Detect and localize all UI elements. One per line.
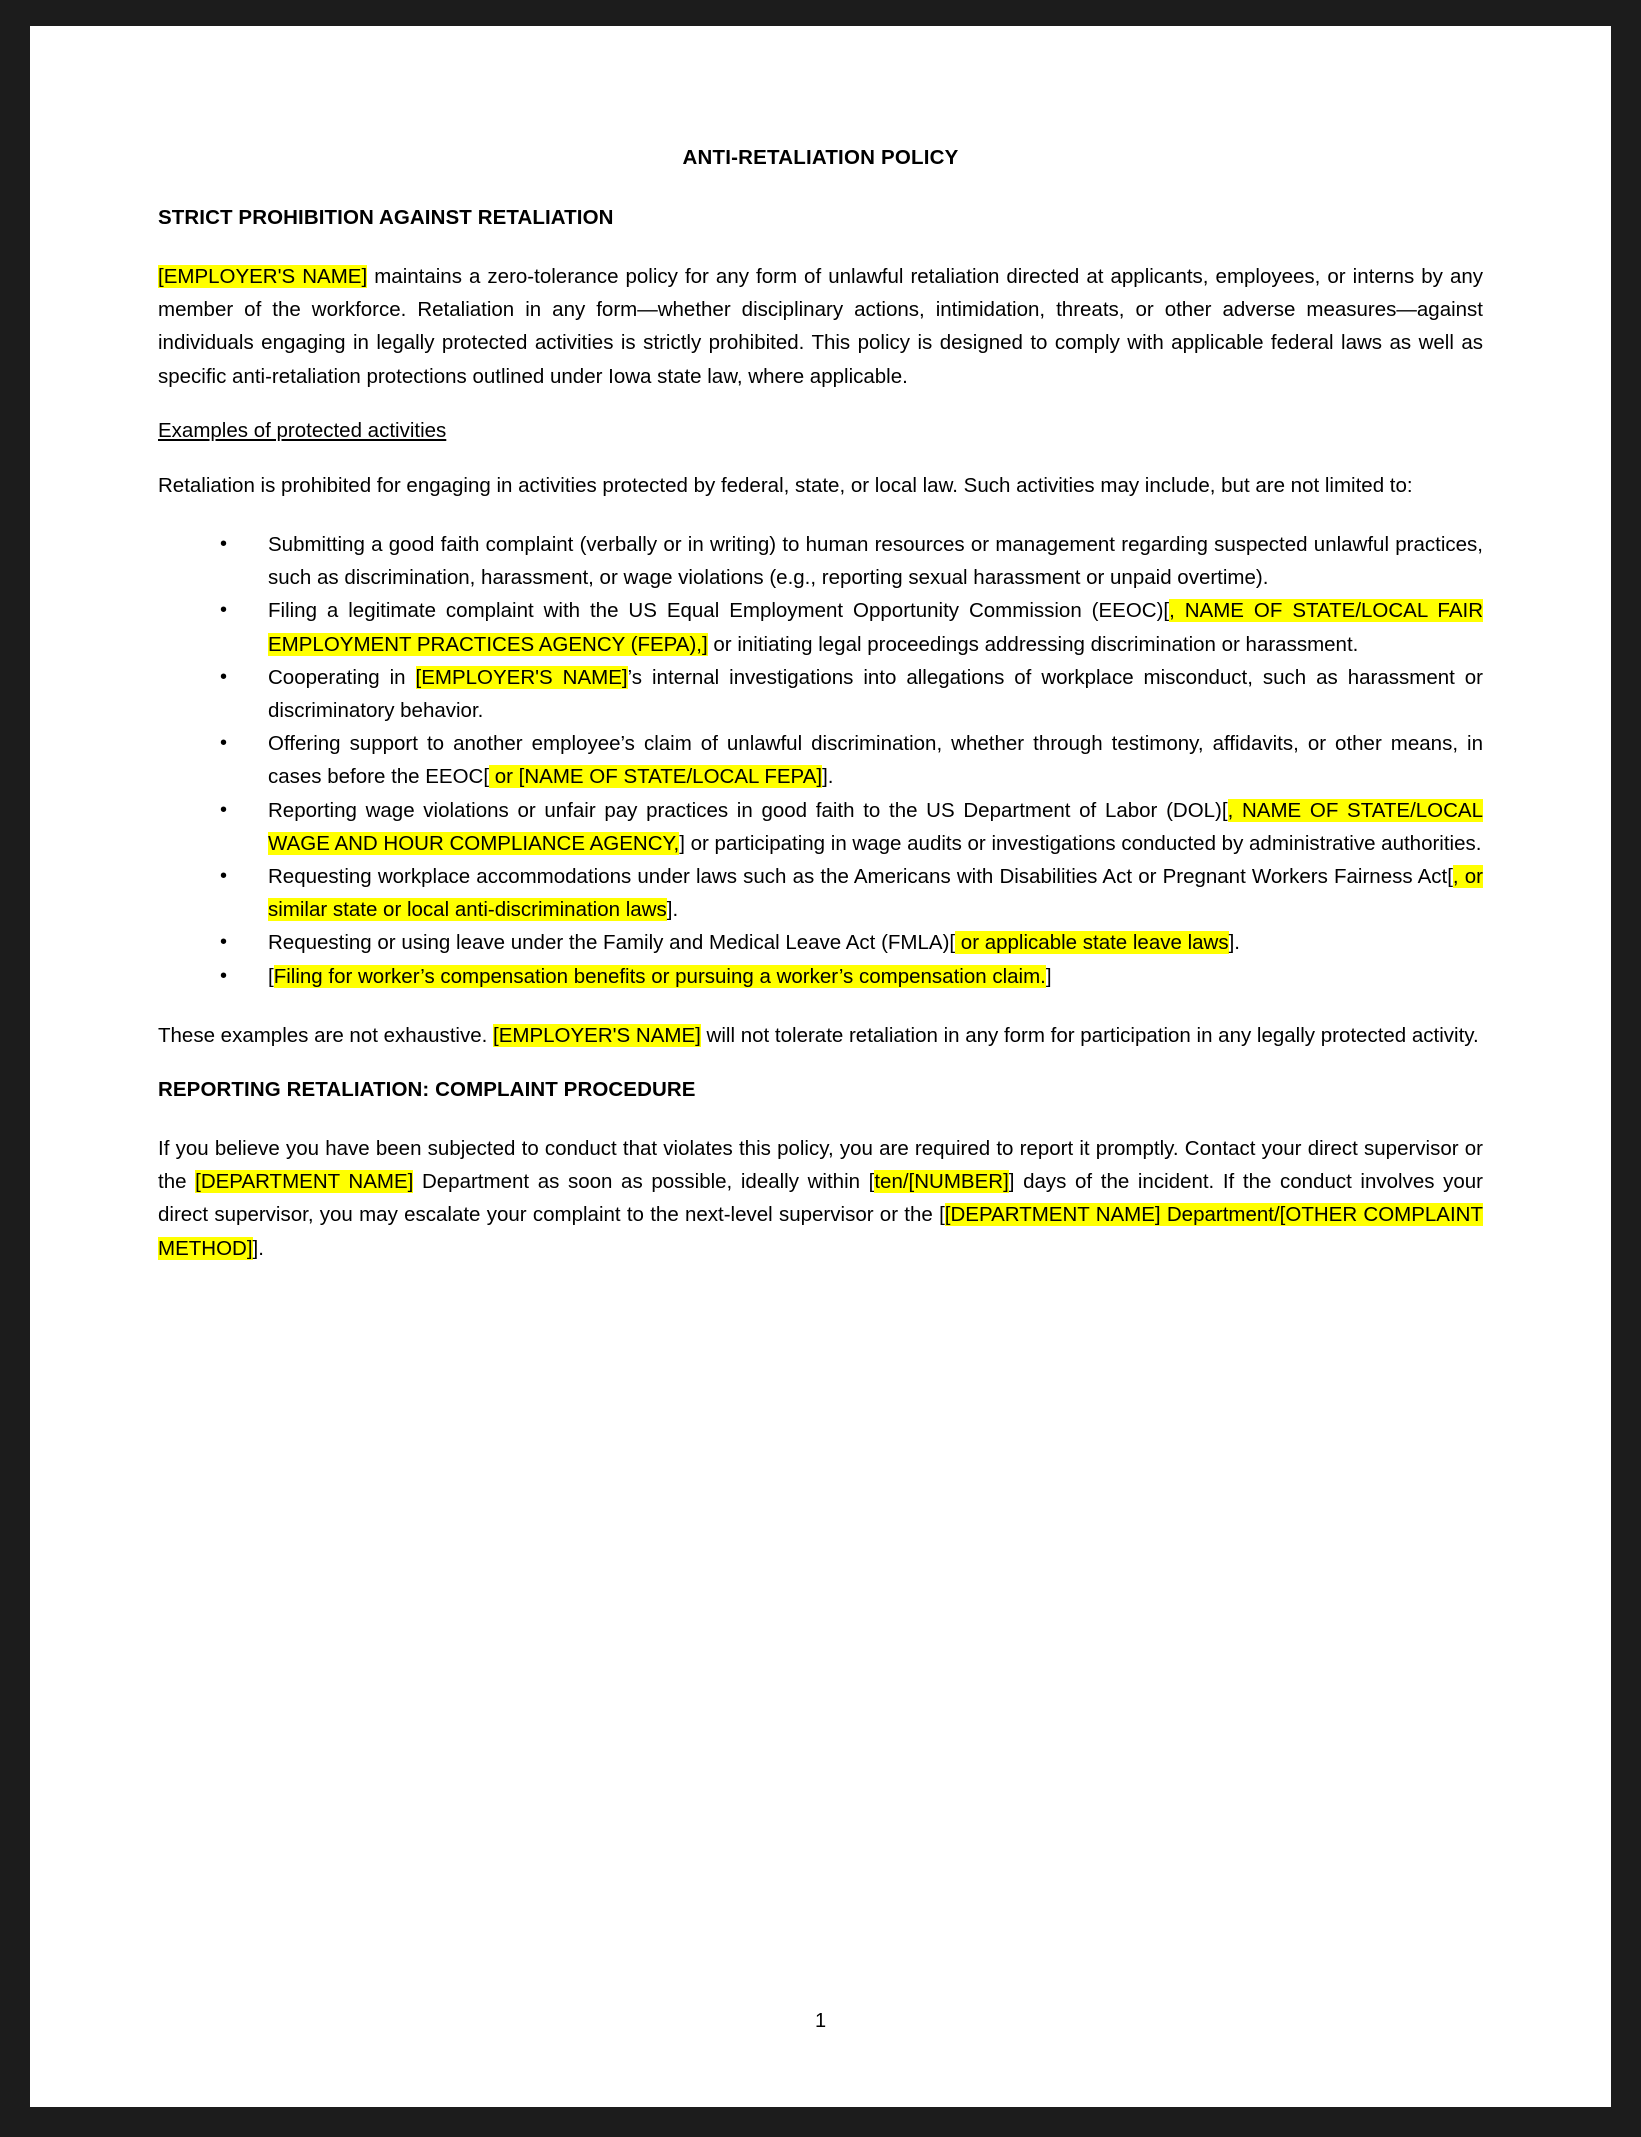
list-item-text-post: ]. bbox=[822, 765, 834, 789]
list-item-text: Requesting or using leave under the Family and Medical Leave Act (FMLA)[ bbox=[268, 931, 956, 955]
paragraph-reporting-part2: Department as soon as possible, ideally within [ bbox=[413, 1170, 875, 1194]
paragraph-closing bbox=[158, 1019, 1483, 1052]
placeholder-department-name: [DEPARTMENT NAME] bbox=[195, 1170, 414, 1194]
list-item-text-post: or initiating legal proceedings addressing discrimination or harassment. bbox=[707, 632, 1359, 656]
list-item-text-post: ]. bbox=[1228, 931, 1241, 955]
list-item bbox=[158, 594, 1483, 660]
list-item bbox=[158, 860, 1483, 926]
paragraph-closing-post: will not tolerate retaliation in any form for participation in any legally protected activity. bbox=[700, 1023, 1479, 1047]
list-item-highlight: , NAME OF STATE/LOCAL WAGE AND HOUR COMPLIANCE AGENCY, bbox=[268, 798, 1483, 855]
page-number: 1 bbox=[814, 2010, 827, 2032]
list-item-text: Cooperating in bbox=[268, 665, 416, 689]
list-item-highlight: , NAME OF STATE/LOCAL FAIR EMPLOYMENT PRACTICES AGENCY (FEPA),] bbox=[268, 599, 1483, 656]
document-page bbox=[30, 26, 1611, 2107]
list-item-text: Submitting a good faith complaint (verbally or in writing) to human resources or management regarding suspected unlawful practices, such as discrimination, harassment, or wage violations (e.g., reporting sexual harassment or unpaid overtime). bbox=[268, 533, 1483, 590]
list-item-text-post: ] or participating in wage audits or investigations conducted by administrative authorities. bbox=[679, 831, 1482, 855]
list-item bbox=[158, 727, 1483, 793]
list-item-text: Reporting wage violations or unfair pay practices in good faith to the US Department of Labor (DOL)[ bbox=[268, 798, 1228, 822]
paragraph-reporting bbox=[158, 1132, 1483, 1265]
list-item-text-post: ’s internal investigations into allegations of workplace misconduct, such as harassment or discriminatory behavior. bbox=[268, 665, 1483, 723]
list-item-highlight: [EMPLOYER'S NAME] bbox=[415, 665, 628, 689]
list-item bbox=[158, 661, 1483, 727]
placeholder-employer-name: [EMPLOYER'S NAME] bbox=[158, 265, 368, 288]
list-item bbox=[158, 794, 1483, 860]
list-item bbox=[158, 926, 1483, 959]
paragraph-prohibition-text: maintains a zero-tolerance policy for any form of unlawful retaliation directed at applicants, employees, or interns by any member of the workforce. Retaliation in any form—whether disciplinary actions, intimidation, threats, or other adverse measures—against individuals engaging in legally protected activities is strictly prohibited. This policy is designed to comply with applicable federal laws as well as specific anti-retaliation protections outlined under Iowa state law, where applicable. bbox=[158, 265, 1483, 388]
placeholder-employer-name: [EMPLOYER'S NAME] bbox=[493, 1023, 701, 1047]
placeholder-number-days: ten/[NUMBER] bbox=[874, 1170, 1009, 1194]
list-item-text-post: ]. bbox=[666, 898, 679, 922]
protected-activities-list bbox=[158, 528, 1483, 993]
list-item-text: Filing a legitimate complaint with the US Equal Employment Opportunity Commission (EEOC)[ bbox=[268, 599, 1170, 623]
paragraph-reporting-part3: ] days of the incident. If the conduct involves your direct supervisor, you may escalate your complaint to the next-level supervisor or the [ bbox=[158, 1170, 1483, 1227]
list-item-text-post: ] bbox=[1045, 964, 1052, 988]
page-title: ANTI-RETALIATION POLICY bbox=[682, 146, 959, 169]
subheading-protected-activities: Examples of protected activities bbox=[158, 418, 447, 442]
list-item-highlight: or applicable state leave laws bbox=[955, 931, 1229, 955]
list-item-text: Offering support to another employee’s claim of unlawful discrimination, whether through testimony, affidavits, or other means, in cases before the EEOC[ bbox=[268, 732, 1483, 789]
list-item-highlight: Filing for worker’s compensation benefits or pursuing a worker’s compensation claim. bbox=[273, 964, 1046, 988]
paragraph-closing-pre: These examples are not exhaustive. bbox=[158, 1023, 494, 1047]
list-item-text: Requesting workplace accommodations under laws such as the Americans with Disabilities Act or Pregnant Workers Fairness Act[ bbox=[268, 865, 1453, 889]
placeholder-other-complaint-method: [DEPARTMENT NAME] Department/[OTHER COMPLAINT METHOD] bbox=[158, 1203, 1483, 1260]
paragraph-reporting-part1: If you believe you have been subjected to conduct that violates this policy, you are required to report it promptly. Contact your direct supervisor or the bbox=[158, 1137, 1483, 1194]
list-item-highlight: or [NAME OF STATE/LOCAL FEPA] bbox=[489, 765, 823, 789]
paragraph-prohibition bbox=[158, 260, 1483, 393]
paragraph-reporting-part4: ]. bbox=[252, 1236, 264, 1260]
paragraph-protected-intro: Retaliation is prohibited for engaging in activities protected by federal, state, or local law. Such activities may include, but are not limited to: bbox=[158, 473, 1413, 497]
section-heading-reporting: REPORTING RETALIATION: COMPLAINT PROCEDURE bbox=[158, 1078, 696, 1102]
list-item bbox=[158, 960, 1483, 993]
list-item-highlight: , or similar state or local anti-discrimination laws bbox=[268, 865, 1483, 922]
list-item bbox=[158, 528, 1483, 594]
section-heading-prohibition: STRICT PROHIBITION AGAINST RETALIATION bbox=[158, 206, 614, 229]
list-item-text: [ bbox=[268, 964, 274, 988]
